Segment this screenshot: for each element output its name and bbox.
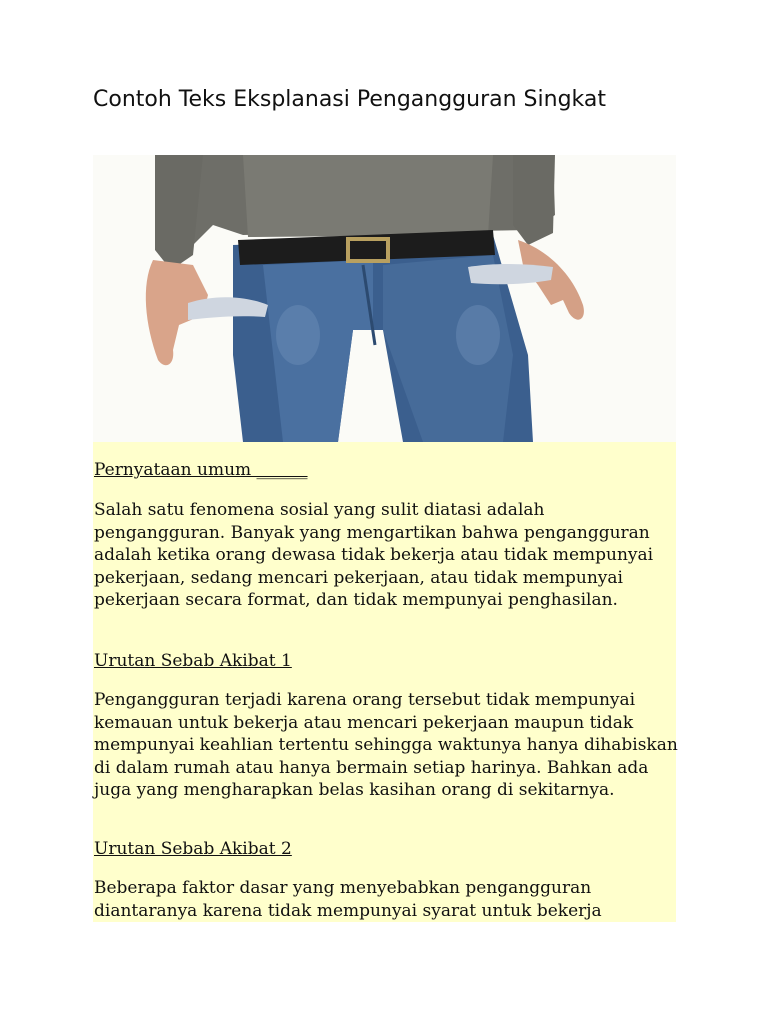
section-heading-pernyataan-umum: Pernyataan umum ______	[94, 460, 308, 480]
section-heading-sebab-akibat-2: Urutan Sebab Akibat 2	[94, 839, 292, 859]
section-paragraph-sebab-akibat-2: Beberapa faktor dasar yang menyebabkan pengangguran diantaranya karena tidak mempunyai syarat untuk bekerja	[94, 878, 602, 921]
page-title: Contoh Teks Eksplanasi Pengangguran Singkat	[93, 87, 607, 112]
section-paragraph-pernyataan-umum: Salah satu fenomena sosial yang sulit diatasi adalah pengangguran. Banyak yang mengartikan bahwa pengangguran adalah ketika orang dewasa tidak bekerja atau tidak mempunyai pekerjaan, sedang mencari pekerjaan, atau tidak mempunyai pekerjaan secara format, dan tidak mempunyai penghasilan.	[94, 500, 654, 610]
empty-pockets-photo	[93, 155, 676, 442]
section-paragraph-sebab-akibat-1: Pengangguran terjadi karena orang tersebut tidak mempunyai kemauan untuk bekerja atau mencari pekerjaan maupun tidak mempunyai keahlian tertentu sehingga waktunya hanya dihabiskan di dalam rumah atau hanya bermain setiap harinya. Bahkan ada juga yang mengharapkan belas kasihan orang di sekitarnya.	[94, 690, 678, 800]
section-heading-sebab-akibat-1: Urutan Sebab Akibat 1	[94, 651, 292, 671]
